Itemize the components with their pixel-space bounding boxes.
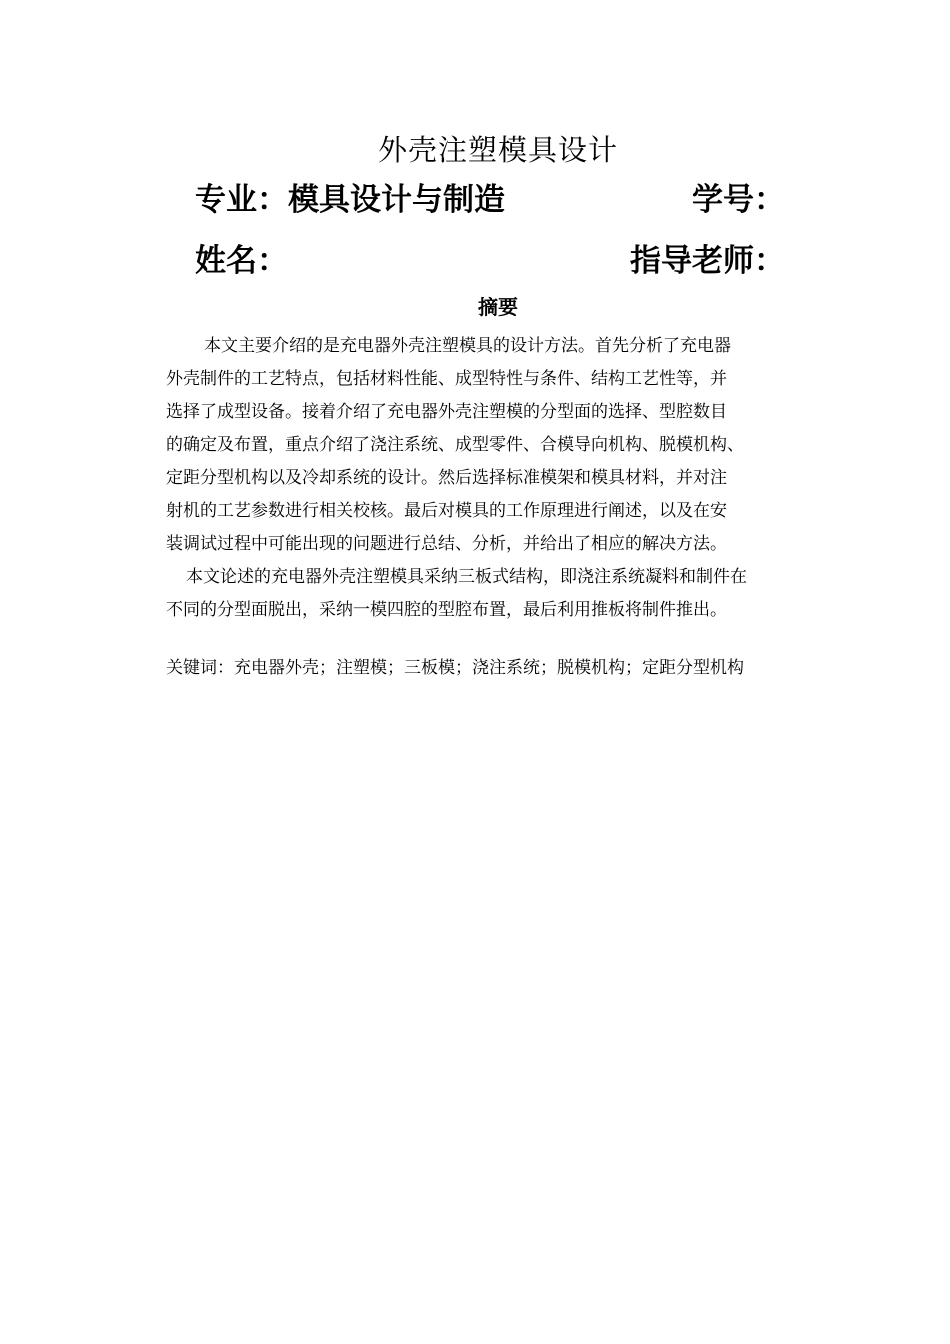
abstract-line: 外壳制件的工艺特点，包括材料性能、成型特性与条件、结构工艺性等，并 (166, 369, 727, 389)
abstract-line: 装调试过程中可能出现的问题进行总结、分析，并给出了相应的解决方法。 (166, 534, 727, 554)
major-label: 专业：模具设计与制造 (195, 182, 505, 218)
abstract-line: 的确定及布置，重点介绍了浇注系统、成型零件、合模导向机构、脱模机构、 (166, 435, 744, 455)
abstract-line: 射机的工艺参数进行相关校核。最后对模具的工作原理进行阐述，以及在安 (166, 501, 727, 521)
info-row-name (195, 239, 785, 283)
advisor-label: 指导老师： (630, 243, 785, 279)
abstract-line: 本文主要介绍的是充电器外壳注塑模具的设计方法。首先分析了充电器 (204, 336, 731, 356)
abstract-body (166, 330, 822, 627)
abstract-line: 选择了成型设备。接着介绍了充电器外壳注塑模的分型面的选择、型腔数目 (166, 402, 727, 422)
abstract-heading: 摘要 (478, 295, 518, 319)
abstract-line: 定距分型机构以及冷却系统的设计。然后选择标准模架和模具材料，并对注 (166, 468, 727, 488)
abstract-line: 不同的分型面脱出，采纳一模四腔的型腔布置，最后利用推板将制件推出。 (166, 600, 727, 620)
name-label: 姓名： (195, 243, 288, 279)
info-row-major (195, 178, 785, 222)
student-id-label: 学号： (692, 182, 785, 218)
document-title: 外壳注塑模具设计 (377, 133, 618, 167)
keywords: 关键词：充电器外壳；注塑模；三板模；浇注系统；脱模机构；定距分型机构 (166, 658, 744, 678)
abstract-line: 本文论述的充电器外壳注塑模具采纳三板式结构，即浇注系统凝料和制件在 (186, 567, 747, 587)
